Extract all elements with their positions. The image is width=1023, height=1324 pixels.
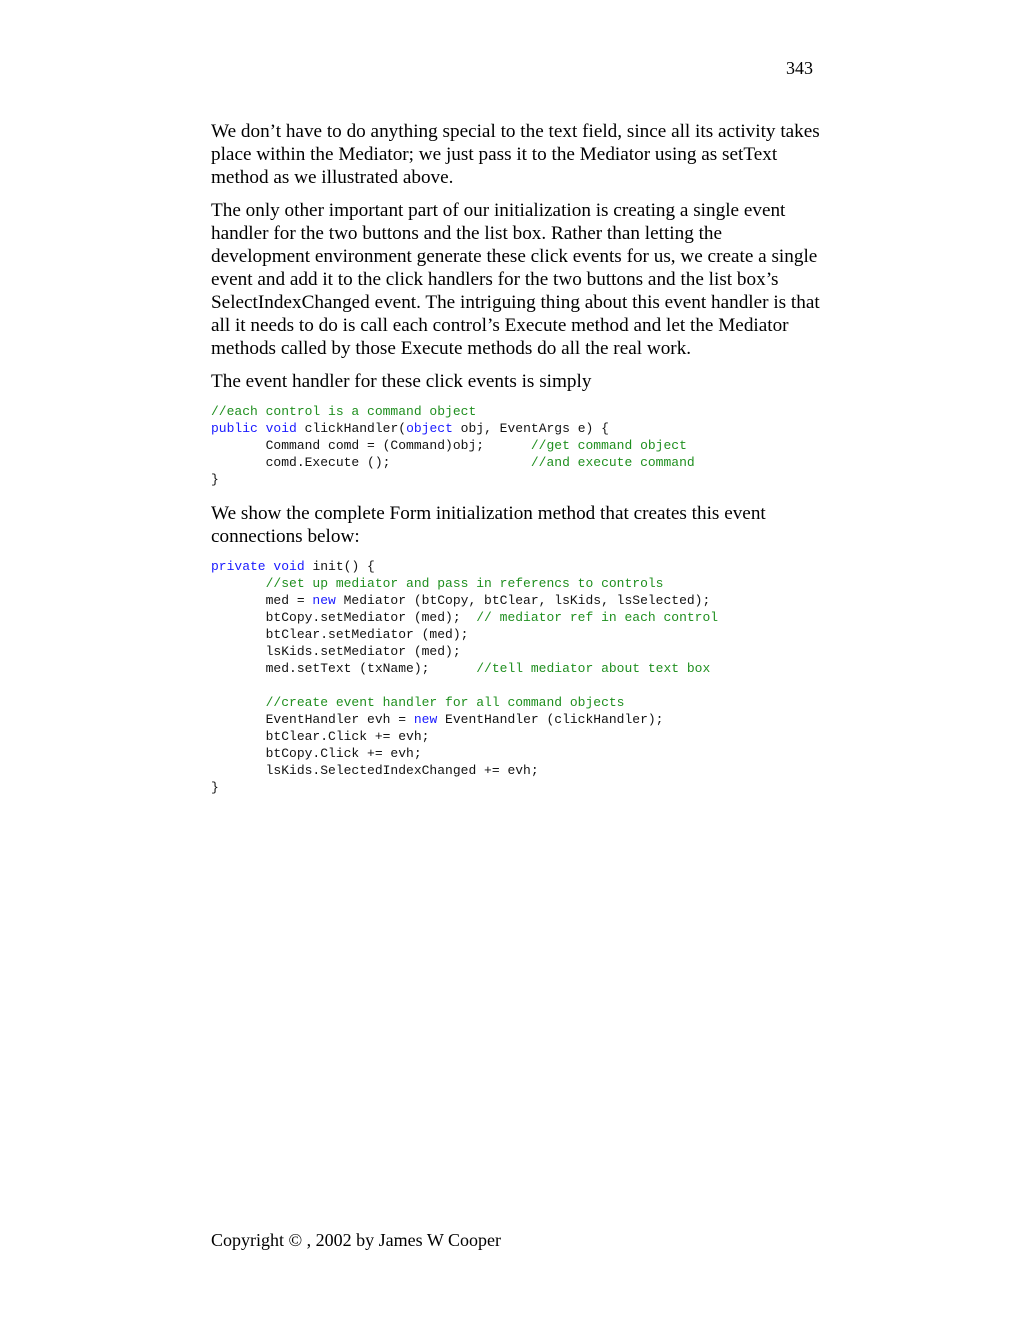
code-line [211, 711, 821, 728]
code-line [211, 609, 821, 626]
paragraph: The only other important part of our initialization is creating a single event handler for the two buttons and the list box. Rather than letting the development environment generate these click events for us, we create a single event and add it to the click handlers for the two buttons and the list box’s SelectIndexChanged event. The intriguing thing about this event handler is that all it needs to do is call each control’s Execute method and let the Mediator methods called by those Execute methods do all the real work. [211, 200, 820, 359]
code-comment: // mediator ref in each control [476, 610, 719, 625]
code-keyword: object [406, 421, 453, 436]
code-text: lsKids.setMediator (med); [211, 644, 461, 659]
code-text: btClear.setMediator (med); [211, 627, 469, 642]
code-keyword: void [273, 559, 305, 574]
code-line [211, 745, 821, 762]
paragraph: We don’t have to do anything special to the text field, since all its activity takes place within the Mediator; we just pass it to the Mediator using as setText method as we illustrated above. [211, 121, 820, 188]
code-line [211, 437, 821, 454]
code-line [211, 471, 821, 488]
code-line [211, 575, 821, 592]
paragraph: We show the complete Form initialization method that creates this event connections below: [211, 503, 766, 547]
copyright-footer: Copyright © , 2002 by James W Cooper [211, 1230, 501, 1250]
code-comment: //set up mediator and pass in referencs to controls [265, 576, 664, 591]
code-line [211, 403, 821, 420]
code-text: lsKids.SelectedIndexChanged += evh; [211, 763, 539, 778]
code-text [258, 421, 266, 436]
code-text: init() { [304, 559, 375, 574]
code-text: clickHandler( [296, 421, 407, 436]
code-text: Mediator (btCopy, btClear, lsKids, lsSelected); [335, 593, 711, 608]
code-text: med = [211, 593, 313, 608]
page-content [211, 120, 821, 810]
code-keyword: new [312, 593, 336, 608]
code-block-click-handler [211, 403, 821, 488]
code-keyword: public [211, 421, 258, 436]
code-line [211, 626, 821, 643]
code-block-init-method [211, 558, 821, 796]
code-comment: //tell mediator about text box [476, 661, 711, 676]
code-text [211, 576, 266, 591]
code-line [211, 728, 821, 745]
code-comment: //get command object [530, 438, 687, 453]
code-line [211, 677, 821, 694]
code-comment: //create event handler for all command objects [265, 695, 625, 710]
code-line [211, 762, 821, 779]
code-text: } [211, 472, 219, 487]
code-text [211, 695, 266, 710]
code-line [211, 558, 821, 575]
page-number: 343 [786, 58, 813, 78]
code-text: Command comd = (Command)obj; [211, 438, 531, 453]
code-text: med.setText (txName); [211, 661, 477, 676]
code-keyword: void [265, 421, 297, 436]
code-text: } [211, 780, 219, 795]
code-text: obj, EventArgs e) { [452, 421, 609, 436]
code-text: btCopy.Click += evh; [211, 746, 422, 761]
code-text: EventHandler evh = [211, 712, 414, 727]
code-comment: //and execute command [530, 455, 695, 470]
code-text: btCopy.setMediator (med); [211, 610, 477, 625]
code-line [211, 779, 821, 796]
code-keyword: new [413, 712, 438, 727]
code-text: EventHandler (clickHandler); [437, 712, 664, 727]
code-line [211, 592, 821, 609]
code-comment: //each control is a command object [211, 404, 477, 419]
code-text: btClear.Click += evh; [211, 729, 430, 744]
code-line [211, 454, 821, 471]
paragraph: The event handler for these click events is simply [211, 371, 592, 392]
code-keyword: private [211, 559, 266, 574]
code-text: comd.Execute (); [211, 455, 531, 470]
code-line [211, 660, 821, 677]
code-line [211, 643, 821, 660]
code-line [211, 694, 821, 711]
code-line [211, 420, 821, 437]
